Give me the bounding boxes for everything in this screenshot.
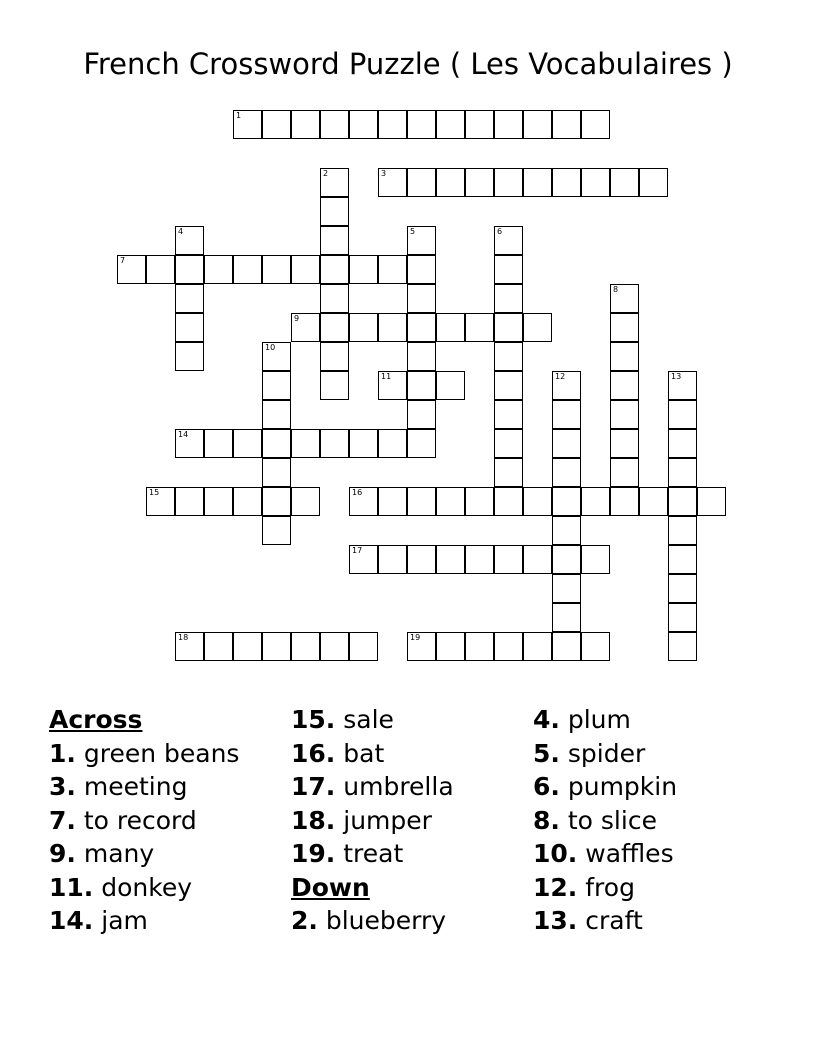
grid-cell[interactable] — [175, 284, 204, 313]
grid-cell[interactable] — [494, 284, 523, 313]
clue-item-number: 1. — [49, 738, 76, 768]
grid-cell[interactable] — [610, 429, 639, 458]
grid-cell[interactable] — [552, 574, 581, 603]
clue-number: 6 — [497, 227, 503, 236]
grid-cell[interactable] — [262, 487, 291, 516]
grid-cell[interactable] — [494, 400, 523, 429]
grid-cell[interactable] — [175, 632, 204, 661]
clue-number: 13 — [671, 372, 682, 381]
grid-cell[interactable] — [581, 110, 610, 139]
grid-cell[interactable] — [175, 226, 204, 255]
grid-cell[interactable] — [494, 342, 523, 371]
grid-cell[interactable] — [465, 168, 494, 197]
grid-cell[interactable] — [204, 487, 233, 516]
clue-number: 12 — [555, 372, 566, 381]
grid-cell[interactable] — [378, 168, 407, 197]
grid-cell[interactable] — [436, 632, 465, 661]
clue-item-text: donkey — [101, 872, 193, 902]
grid-cell[interactable] — [204, 429, 233, 458]
grid-cell[interactable] — [552, 632, 581, 661]
grid-cell[interactable] — [610, 371, 639, 400]
grid-cell[interactable] — [407, 342, 436, 371]
grid-cell[interactable] — [349, 487, 378, 516]
clue-item — [533, 770, 677, 804]
grid-cell[interactable] — [581, 487, 610, 516]
grid-cell[interactable] — [407, 255, 436, 284]
section-heading: Across — [49, 705, 143, 734]
clue-item-number: 4. — [533, 705, 560, 734]
clue-number: 8 — [613, 285, 619, 294]
clue-item-number: 18. — [291, 805, 336, 835]
grid-cell[interactable] — [465, 110, 494, 139]
clue-number: 5 — [410, 227, 416, 236]
grid-cell[interactable] — [668, 371, 697, 400]
grid-cell[interactable] — [668, 603, 697, 632]
grid-cell[interactable] — [262, 371, 291, 400]
grid-cell[interactable] — [610, 400, 639, 429]
grid-cell[interactable] — [407, 545, 436, 574]
clue-item-number: 5. — [533, 738, 560, 768]
clue-number: 17 — [352, 546, 363, 555]
grid-cell[interactable] — [378, 545, 407, 574]
grid-cell[interactable] — [262, 255, 291, 284]
grid-cell[interactable] — [320, 342, 349, 371]
grid-cell[interactable] — [610, 168, 639, 197]
clue-item-text: sale — [343, 705, 394, 734]
grid-cell[interactable] — [262, 110, 291, 139]
grid-cell[interactable] — [320, 313, 349, 342]
grid-cell[interactable] — [407, 226, 436, 255]
grid-cell[interactable] — [233, 632, 262, 661]
grid-cell[interactable] — [349, 632, 378, 661]
grid-cell[interactable] — [552, 487, 581, 516]
clue-item-text: green beans — [83, 738, 240, 768]
grid-cell[interactable] — [349, 545, 378, 574]
grid-cell[interactable] — [552, 429, 581, 458]
clue-item-number: 14. — [49, 906, 94, 935]
clue-item — [49, 871, 239, 905]
grid-cell[interactable] — [233, 429, 262, 458]
clue-item — [533, 871, 677, 905]
clue-item-text: frog — [585, 872, 635, 902]
clue-number: 14 — [178, 430, 189, 439]
clue-item-number: 19. — [291, 839, 336, 868]
clue-number: 10 — [265, 343, 276, 352]
clue-item — [49, 737, 239, 771]
grid-cell[interactable] — [436, 487, 465, 516]
grid-cell[interactable] — [668, 574, 697, 603]
grid-cell[interactable] — [494, 226, 523, 255]
grid-cell[interactable] — [349, 313, 378, 342]
clue-item-number: 13. — [533, 906, 578, 935]
grid-cell[interactable] — [204, 255, 233, 284]
clue-item — [533, 904, 677, 938]
clue-item — [291, 804, 454, 838]
grid-cell[interactable] — [378, 429, 407, 458]
clue-item-text: waffles — [585, 839, 674, 868]
grid-cell[interactable] — [407, 400, 436, 429]
clue-item-number: 10. — [533, 839, 578, 868]
grid-cell[interactable] — [523, 545, 552, 574]
grid-cell[interactable] — [494, 371, 523, 400]
grid-cell[interactable] — [668, 632, 697, 661]
grid-cell[interactable] — [233, 110, 262, 139]
clue-number: 1 — [236, 111, 242, 120]
grid-cell[interactable] — [175, 487, 204, 516]
grid-cell[interactable] — [668, 458, 697, 487]
clue-item-text: many — [83, 839, 155, 868]
clue-item-text: blueberry — [325, 906, 447, 935]
grid-cell[interactable] — [552, 458, 581, 487]
clue-item — [291, 904, 454, 938]
grid-cell[interactable] — [523, 168, 552, 197]
clue-item — [533, 703, 677, 737]
grid-cell[interactable] — [262, 429, 291, 458]
grid-cell[interactable] — [465, 632, 494, 661]
grid-cell[interactable] — [552, 400, 581, 429]
grid-cell[interactable] — [291, 487, 320, 516]
clue-item-text: craft — [585, 906, 643, 935]
grid-cell[interactable] — [436, 168, 465, 197]
clue-item-text: to slice — [567, 805, 657, 835]
grid-cell[interactable] — [291, 313, 320, 342]
grid-cell[interactable] — [552, 545, 581, 574]
grid-cell[interactable] — [668, 516, 697, 545]
grid-cell[interactable] — [146, 487, 175, 516]
clue-column — [49, 703, 239, 938]
grid-cell[interactable] — [581, 632, 610, 661]
grid-cell[interactable] — [494, 313, 523, 342]
grid-cell[interactable] — [378, 313, 407, 342]
grid-cell[interactable] — [552, 371, 581, 400]
grid-cell[interactable] — [407, 429, 436, 458]
grid-cell[interactable] — [320, 632, 349, 661]
grid-cell[interactable] — [262, 400, 291, 429]
grid-cell[interactable] — [523, 487, 552, 516]
grid-cell[interactable] — [291, 110, 320, 139]
clue-number: 4 — [178, 227, 184, 236]
clue-item — [49, 904, 239, 938]
clue-number: 7 — [120, 256, 126, 265]
clue-item-number: 7. — [49, 805, 76, 835]
grid-cell[interactable] — [552, 168, 581, 197]
grid-cell[interactable] — [407, 487, 436, 516]
grid-cell[interactable] — [494, 168, 523, 197]
grid-cell[interactable] — [291, 429, 320, 458]
grid-cell[interactable] — [668, 400, 697, 429]
clue-item — [291, 737, 454, 771]
grid-cell[interactable] — [494, 458, 523, 487]
grid-cell[interactable] — [204, 632, 233, 661]
grid-cell[interactable] — [407, 168, 436, 197]
grid-cell[interactable] — [291, 255, 320, 284]
grid-cell[interactable] — [668, 545, 697, 574]
grid-cell[interactable] — [494, 110, 523, 139]
clue-item-text: bat — [343, 738, 385, 768]
grid-cell[interactable] — [552, 603, 581, 632]
clue-item-number: 16. — [291, 738, 336, 768]
grid-cell[interactable] — [175, 255, 204, 284]
grid-cell[interactable] — [610, 458, 639, 487]
clue-item-text: pumpkin — [567, 772, 678, 801]
grid-cell[interactable] — [436, 110, 465, 139]
grid-cell[interactable] — [349, 110, 378, 139]
grid-cell[interactable] — [320, 429, 349, 458]
grid-cell[interactable] — [378, 255, 407, 284]
clue-item-number: 3. — [49, 772, 76, 801]
grid-cell[interactable] — [668, 429, 697, 458]
clue-item-number: 15. — [291, 705, 336, 734]
across-heading — [49, 703, 239, 737]
grid-cell[interactable] — [465, 313, 494, 342]
grid-cell[interactable] — [407, 371, 436, 400]
clue-item-text: umbrella — [343, 772, 454, 801]
grid-cell[interactable] — [262, 632, 291, 661]
grid-cell[interactable] — [610, 342, 639, 371]
grid-cell[interactable] — [349, 255, 378, 284]
grid-cell[interactable] — [146, 255, 175, 284]
grid-cell[interactable] — [378, 371, 407, 400]
grid-cell[interactable] — [639, 487, 668, 516]
grid-cell[interactable] — [639, 168, 668, 197]
grid-cell[interactable] — [407, 632, 436, 661]
clue-item-number: 2. — [291, 906, 318, 935]
clue-item-text: jam — [101, 906, 148, 935]
grid-cell[interactable] — [349, 429, 378, 458]
grid-cell[interactable] — [320, 371, 349, 400]
grid-cell[interactable] — [291, 632, 320, 661]
grid-cell[interactable] — [494, 255, 523, 284]
clue-number: 9 — [294, 314, 300, 323]
clue-number: 16 — [352, 488, 363, 497]
down-heading — [291, 871, 454, 905]
clue-number: 19 — [410, 633, 421, 642]
clue-item-text: jumper — [343, 805, 432, 835]
grid-cell[interactable] — [175, 313, 204, 342]
grid-cell[interactable] — [320, 168, 349, 197]
grid-cell[interactable] — [436, 545, 465, 574]
grid-cell[interactable] — [581, 168, 610, 197]
grid-cell[interactable] — [523, 110, 552, 139]
grid-cell[interactable] — [697, 487, 726, 516]
grid-cell[interactable] — [610, 487, 639, 516]
clue-number: 3 — [381, 169, 387, 178]
clue-item-text: spider — [567, 738, 646, 768]
clue-item-number: 12. — [533, 872, 578, 902]
grid-cell[interactable] — [175, 429, 204, 458]
grid-cell[interactable] — [668, 487, 697, 516]
grid-cell[interactable] — [610, 313, 639, 342]
clue-item-number: 9. — [49, 839, 76, 868]
clue-item — [291, 703, 454, 737]
grid-cell[interactable] — [494, 632, 523, 661]
clue-item-text: meeting — [83, 772, 188, 801]
clue-item — [291, 770, 454, 804]
grid-cell[interactable] — [494, 545, 523, 574]
clue-column — [291, 703, 454, 938]
clue-item — [49, 837, 239, 871]
clue-item-text: plum — [567, 705, 631, 734]
grid-cell[interactable] — [465, 487, 494, 516]
clue-item — [533, 804, 677, 838]
grid-cell[interactable] — [262, 458, 291, 487]
grid-cell[interactable] — [581, 545, 610, 574]
grid-cell[interactable] — [378, 487, 407, 516]
grid-cell[interactable] — [320, 284, 349, 313]
clue-number: 18 — [178, 633, 189, 642]
clue-item-number: 8. — [533, 805, 560, 835]
grid-cell[interactable] — [494, 429, 523, 458]
grid-cell[interactable] — [320, 197, 349, 226]
grid-cell[interactable] — [407, 110, 436, 139]
grid-cell[interactable] — [320, 255, 349, 284]
grid-cell[interactable] — [465, 545, 494, 574]
clue-column — [533, 703, 677, 938]
page-title: French Crossword Puzzle ( Les Vocabulaires ) — [83, 47, 733, 81]
clue-item — [533, 737, 677, 771]
clue-item — [49, 770, 239, 804]
clue-item-number: 6. — [533, 772, 560, 801]
clue-item — [291, 837, 454, 871]
grid-cell[interactable] — [523, 313, 552, 342]
grid-cell[interactable] — [262, 516, 291, 545]
grid-cell[interactable] — [494, 487, 523, 516]
grid-cell[interactable] — [320, 110, 349, 139]
grid-cell[interactable] — [378, 110, 407, 139]
grid-cell[interactable] — [175, 342, 204, 371]
grid-cell[interactable] — [552, 516, 581, 545]
clue-item-text: treat — [343, 839, 404, 868]
grid-cell[interactable] — [233, 487, 262, 516]
clue-item-text: to record — [83, 805, 197, 835]
section-heading: Down — [291, 872, 370, 902]
grid-cell[interactable] — [233, 255, 262, 284]
clue-number: 15 — [149, 488, 160, 497]
clue-item-number: 11. — [49, 872, 94, 902]
clue-item-number: 17. — [291, 772, 336, 801]
grid-cell[interactable] — [407, 313, 436, 342]
grid-cell[interactable] — [436, 371, 465, 400]
grid-cell[interactable] — [407, 284, 436, 313]
clue-item — [533, 837, 677, 871]
grid-cell[interactable] — [610, 284, 639, 313]
clue-number: 11 — [381, 372, 392, 381]
clue-number: 2 — [323, 169, 329, 178]
clue-item — [49, 804, 239, 838]
grid-cell[interactable] — [117, 255, 146, 284]
grid-cell[interactable] — [523, 632, 552, 661]
grid-cell[interactable] — [436, 313, 465, 342]
grid-cell[interactable] — [320, 226, 349, 255]
grid-cell[interactable] — [262, 342, 291, 371]
grid-cell[interactable] — [552, 110, 581, 139]
